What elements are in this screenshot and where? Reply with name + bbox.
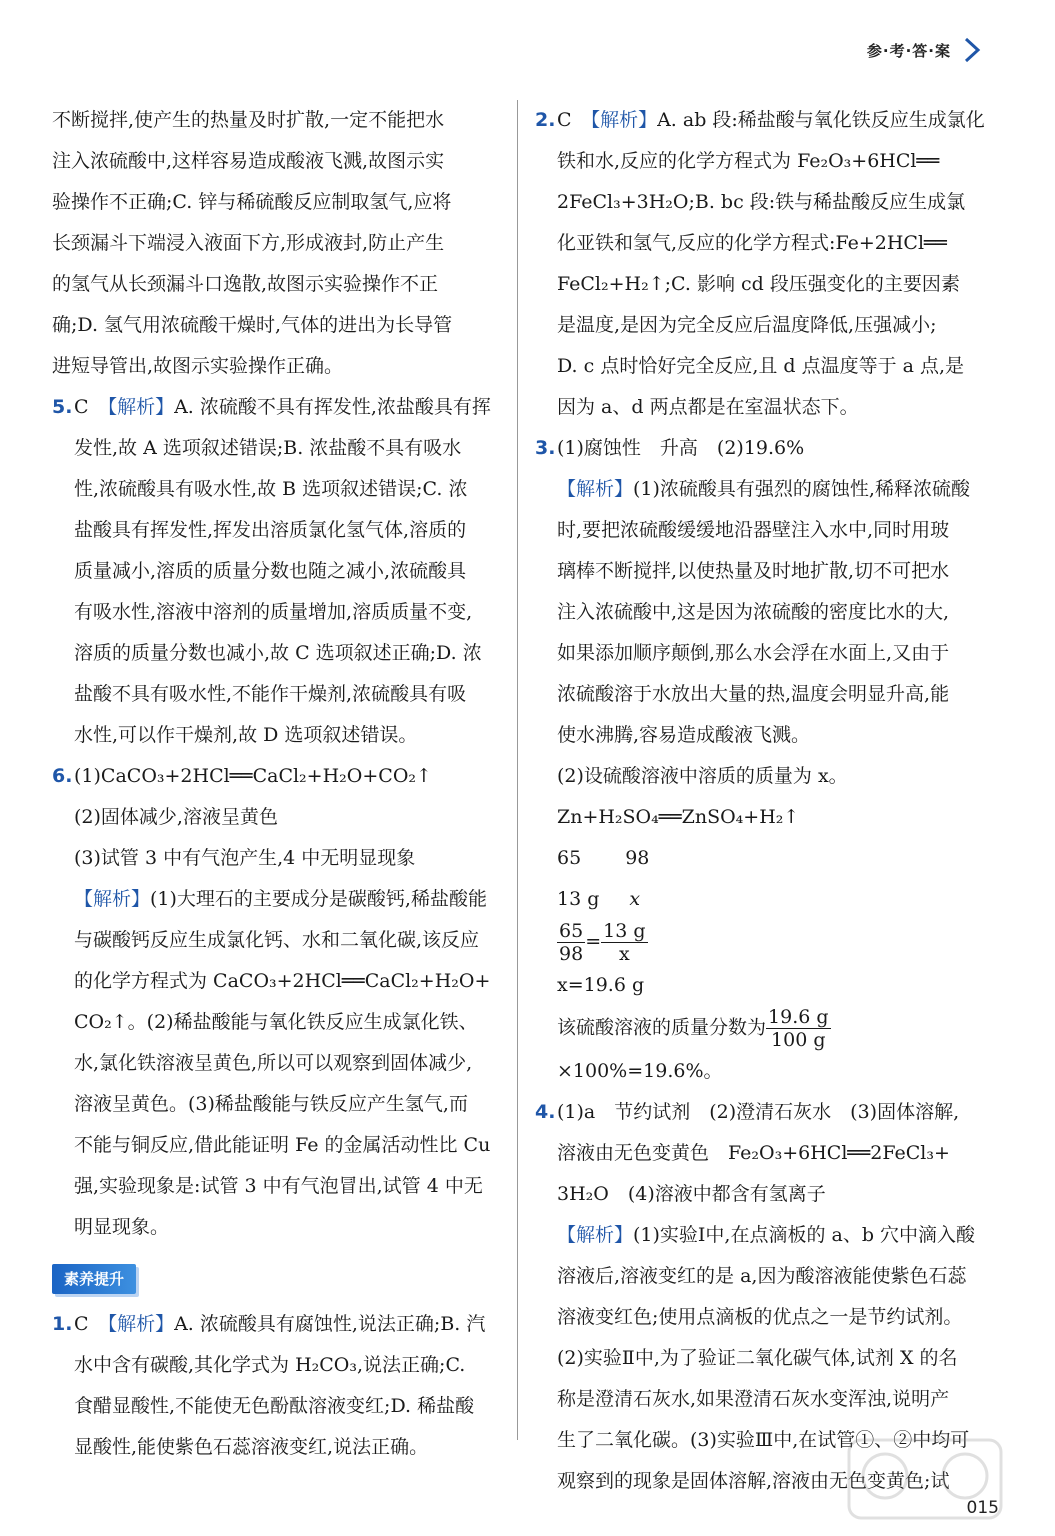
equals-sign: =: [585, 930, 602, 953]
text-line: (1)a 节约试剂 (2)澄清石灰水 (3)固体溶解,: [557, 1101, 960, 1123]
answer-3: [535, 428, 990, 1092]
text-line: 因为 a、d 两点都是在室温状态下。: [557, 396, 859, 418]
text-run: (1)大理石的主要成分是碳酸钙,稀盐酸能: [150, 888, 487, 910]
text-line: 验操作不正确;C. 锌与稀硫酸反应制取氢气,应将: [52, 191, 452, 213]
text-line: 质量减小,溶质的质量分数也随之减小,浓硫酸具: [74, 560, 467, 582]
text-line: [74, 879, 502, 920]
mass-ratio-line: [557, 838, 990, 879]
text-line: 浓硫酸溶于水放出大量的热,温度会明显升高,能: [557, 683, 950, 705]
text-run: A. 浓硫酸不具有挥发性,浓盐酸具有挥: [174, 396, 491, 418]
text-line: 的氢气从长颈漏斗口逸散,故图示实验操作不正: [52, 273, 439, 295]
text-line: 水中含有碳酸,其化学式为 H₂CO₃,说法正确;C.: [74, 1354, 466, 1376]
text-run: ×100%=19.6%。: [557, 1060, 723, 1082]
denominator: x: [618, 943, 630, 965]
text-line: 性,浓硫酸具有吸水性,故 B 选项叙述错误;C. 浓: [74, 478, 468, 500]
text-run: 该硫酸溶液的质量分数为: [557, 1016, 767, 1039]
text-line: 溶液呈黄色。(3)稀盐酸能与铁反应产生氢气,而: [74, 1093, 468, 1115]
text-line: 强,实验现象是:试管 3 中有气泡冒出,试管 4 中无: [74, 1175, 483, 1197]
text-line: 观察到的现象是固体溶解,溶液由无色变黄色;试: [557, 1470, 950, 1492]
text-line: 溶液后,溶液变红的是 a,因为酸溶液能使紫色石蕊: [557, 1265, 967, 1287]
text-line: [74, 1304, 502, 1345]
text-line: [557, 100, 990, 141]
text-line: 称是澄清石灰水,如果澄清石灰水变浑浊,说明产: [557, 1388, 950, 1410]
text-line: [74, 387, 502, 428]
mass-value: 65: [557, 847, 582, 869]
answer-6: [52, 756, 502, 1248]
text-line: (3)试管 3 中有气泡产生,4 中无明显现象: [74, 847, 416, 869]
text-line: 明显现象。: [74, 1216, 170, 1238]
fraction: [766, 1006, 831, 1051]
answer-choice: C: [74, 1313, 89, 1335]
page-number: 015: [966, 1498, 999, 1518]
text-line: 化亚铁和氢气,反应的化学方程式:Fe+2HCl══: [557, 232, 947, 254]
text-line: 溶液变红色;使用点滴板的优点之一是节约试剂。: [557, 1306, 963, 1328]
result-line: x=19.6 g: [557, 974, 645, 996]
text-line: 是温度,是因为完全反应后温度降低,压强减小;: [557, 314, 937, 336]
text-line: 长颈漏斗下端浸入液面下方,形成液封,防止产生: [52, 232, 445, 254]
text-line: (1)腐蚀性 升高 (2)19.6%: [557, 437, 805, 459]
right-column: [535, 100, 990, 1502]
numerator: 19.6 g: [768, 1006, 829, 1028]
percentage-line: [557, 1006, 990, 1092]
text-line: 注入浓硫酸中,这是因为浓硫酸的密度比水的大,: [557, 601, 950, 623]
section-badge: 素养提升: [52, 1264, 136, 1294]
question-number: 5.: [52, 396, 73, 418]
text-line: 使水沸腾,容易造成酸液飞溅。: [557, 724, 811, 746]
column-divider: [517, 100, 518, 1440]
text-line: 发性,故 A 选项叙述错误;B. 浓盐酸不具有吸水: [74, 437, 462, 459]
text-line: 3H₂O (4)溶液中都含有氢离子: [557, 1183, 826, 1205]
denominator: 98: [559, 943, 584, 965]
proportion-line: [557, 920, 990, 965]
text-line: 有吸水性,溶液中溶剂的质量增加,溶质质量不变,: [74, 601, 473, 623]
text-line: 2FeCl₃+3H₂O;B. bc 段:铁与稀盐酸反应生成氯: [557, 191, 966, 213]
text-line: FeCl₂+H₂↑;C. 影响 cd 段压强变化的主要因素: [557, 273, 960, 295]
text-run: (1)实验Ⅰ中,在点滴板的 a、b 穴中滴入酸: [633, 1224, 976, 1246]
text-line: 盐酸具有挥发性,挥发出溶质氯化氢气体,溶质的: [74, 519, 467, 541]
answer-2: [535, 100, 990, 428]
left-column: [52, 100, 502, 1468]
text-line: 溶液由无色变黄色 Fe₂O₃+6HCl══2FeCl₃+: [557, 1142, 950, 1164]
intro-paragraph: [52, 100, 502, 387]
text-line: (2)实验Ⅱ中,为了验证二氧化碳气体,试剂 X 的名: [557, 1347, 958, 1369]
numerator: 65: [559, 920, 584, 942]
given-value: 13 g: [557, 888, 600, 910]
text-line: 水,氯化铁溶液呈黄色,所以可以观察到固体减少,: [74, 1052, 473, 1074]
text-line: 的化学方程式为 CaCO₃+2HCl══CaCl₂+H₂O+: [74, 970, 491, 992]
analysis-tag: 【解析】: [590, 109, 658, 131]
question-number: 3.: [535, 437, 556, 459]
text-run: A. ab 段:稀盐酸与氧化铁反应生成氯化: [657, 109, 985, 131]
text-line: (2)固体减少,溶液呈黄色: [74, 806, 278, 828]
text-line: 进短导管出,故图示实验操作正确。: [52, 355, 344, 377]
analysis-tag: 【解析】: [107, 1313, 175, 1335]
question-number: 6.: [52, 765, 73, 787]
denominator: 100 g: [771, 1029, 826, 1051]
answer-s1: [52, 1304, 502, 1468]
equation-line: Zn+H₂SO₄══ZnSO₄+H₂↑: [557, 806, 800, 828]
text-line: 不能与铜反应,借此能证明 Fe 的金属活动性比 Cu: [74, 1134, 491, 1156]
analysis-tag: 【解析】: [557, 478, 634, 500]
text-line: CO₂↑。(2)稀盐酸能与氧化铁反应生成氯化铁、: [74, 1011, 478, 1033]
question-number: 1.: [52, 1313, 73, 1335]
analysis-tag: 【解析】: [74, 888, 151, 910]
text-line: 注入浓硫酸中,这样容易造成酸液飞溅,故图示实: [52, 150, 445, 172]
chevron-right-icon: [961, 36, 983, 64]
question-number: 4.: [535, 1101, 556, 1123]
fraction: [557, 920, 585, 965]
text-line: 确;D. 氢气用浓硫酸干燥时,气体的进出为长导管: [52, 314, 453, 336]
text-line: 如果添加顺序颠倒,那么水会浮在水面上,又由于: [557, 642, 950, 664]
text-line: 食醋显酸性,不能使无色酚酞溶液变红;D. 稀盐酸: [74, 1395, 475, 1417]
fraction: [601, 920, 647, 965]
mass-value: 98: [625, 847, 650, 869]
text-line: [557, 469, 990, 510]
text-line: 与碳酸钙反应生成氯化钙、水和二氧化碳,该反应: [74, 929, 480, 951]
numerator: 13 g: [603, 920, 646, 942]
text-line: [557, 1215, 990, 1256]
text-run: A. 浓硫酸具有腐蚀性,说法正确;B. 汽: [174, 1313, 486, 1335]
text-line: (2)设硫酸溶液中溶质的质量为 x。: [557, 765, 848, 787]
answer-5: [52, 387, 502, 756]
text-line: 溶质的质量分数也减小,故 C 选项叙述正确;D. 浓: [74, 642, 482, 664]
text-line: 铁和水,反应的化学方程式为 Fe₂O₃+6HCl══: [557, 150, 940, 172]
text-run: (1)浓硫酸具有强烈的腐蚀性,稀释浓硫酸: [633, 478, 970, 500]
unknown-variable: x: [629, 888, 641, 910]
answer-choice: C: [557, 109, 572, 131]
analysis-tag: 【解析】: [107, 396, 175, 418]
analysis-tag: 【解析】: [557, 1224, 634, 1246]
text-line: 时,要把浓硫酸缓缓地沿器壁注入水中,同时用玻: [557, 519, 950, 541]
question-number: 2.: [535, 109, 556, 131]
page-header: [867, 36, 983, 64]
text-line: 生了二氧化碳。(3)实验Ⅲ中,在试管①、②中均可: [557, 1429, 970, 1451]
answer-choice: C: [74, 396, 89, 418]
text-line: 显酸性,能使紫色石蕊溶液变红,说法正确。: [74, 1436, 429, 1458]
text-line: D. c 点时恰好完全反应,且 d 点温度等于 a 点,是: [557, 355, 965, 377]
header-title: 参·考·答·案: [866, 41, 951, 60]
text-line: (1)CaCO₃+2HCl══CaCl₂+H₂O+CO₂↑: [74, 765, 432, 787]
given-line: [557, 879, 990, 920]
text-line: 不断搅拌,使产生的热量及时扩散,一定不能把水: [52, 109, 445, 131]
text-line: 盐酸不具有吸水性,不能作干燥剂,浓硫酸具有吸: [74, 683, 467, 705]
text-line: 璃棒不断搅拌,以使热量及时地扩散,切不可把水: [557, 560, 950, 582]
text-line: 水性,可以作干燥剂,故 D 选项叙述错误。: [74, 724, 418, 746]
